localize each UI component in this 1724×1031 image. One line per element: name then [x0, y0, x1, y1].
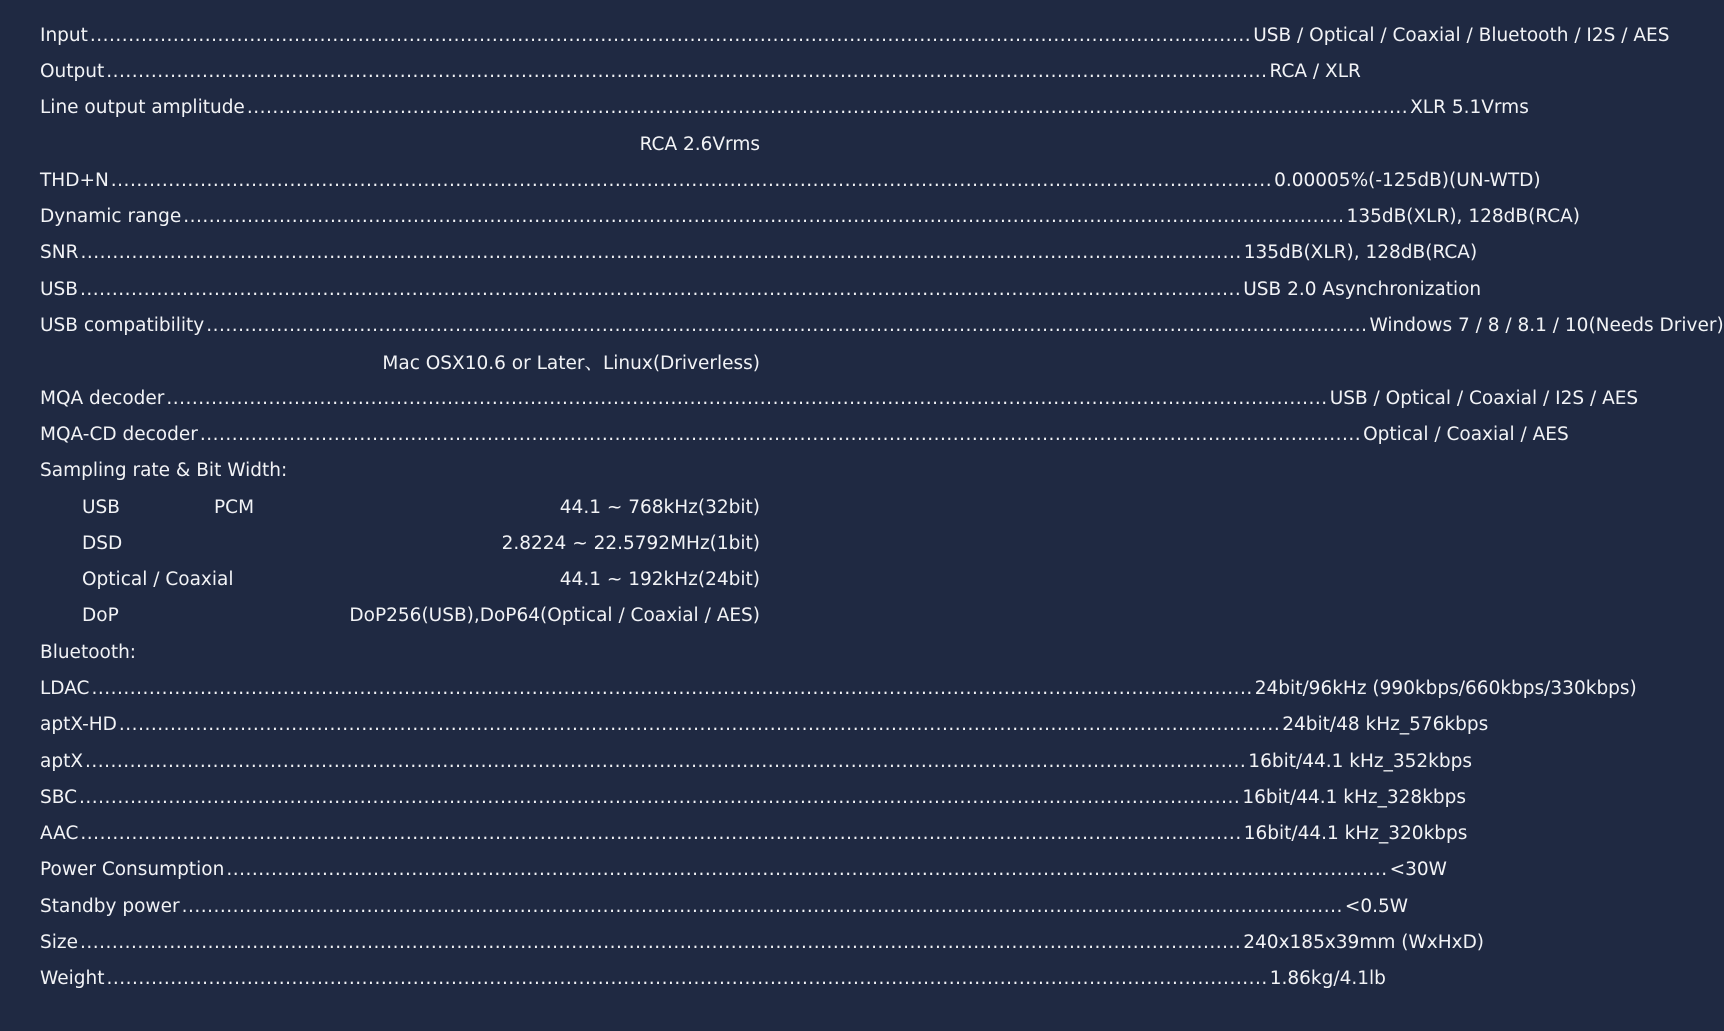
- sampling-value: 44.1 ~ 192kHz(24bit): [559, 569, 760, 591]
- dot-leader: ......................................................................................................................................................................................: [206, 315, 1368, 337]
- spec-label: Output: [40, 60, 105, 82]
- spec-row-output: [40, 53, 1361, 89]
- spec-value: RCA / XLR: [1269, 60, 1361, 82]
- spec-label: THD+N: [40, 169, 109, 191]
- sampling-source: DoP: [82, 605, 119, 627]
- spec-value: XLR 5.1Vrms: [1410, 97, 1529, 119]
- spec-value: 0.00005%(-125dB)(UN-WTD): [1274, 169, 1541, 191]
- spec-label: Standby power: [40, 895, 180, 917]
- spec-label: SBC: [40, 786, 78, 808]
- dot-leader: ......................................................................................................................................................................................: [246, 97, 1409, 119]
- spec-label: USB: [40, 278, 78, 300]
- spec-value: USB / Optical / Coaxial / Bluetooth / I2S / AES: [1253, 24, 1670, 46]
- spec-row-weight: [40, 961, 1386, 997]
- sampling-value: DoP256(USB),DoP64(Optical / Coaxial / AES): [349, 605, 760, 627]
- sampling-row-optical-coaxial: [40, 561, 760, 597]
- sampling-row-dop: [40, 598, 760, 634]
- sampling-source: USB: [82, 496, 120, 518]
- dot-leader: ......................................................................................................................................................................................: [80, 823, 1242, 845]
- spec-label: MQA-CD decoder: [40, 423, 198, 445]
- dot-leader: ......................................................................................................................................................................................: [199, 423, 1362, 445]
- spec-value: <30W: [1389, 859, 1447, 881]
- sampling-value: 2.8224 ~ 22.5792MHz(1bit): [501, 532, 760, 554]
- spec-label: Line output amplitude: [40, 97, 245, 119]
- spec-value: 16bit/44.1 kHz_320kbps: [1243, 823, 1468, 845]
- spec-label: aptX-HD: [40, 714, 117, 736]
- spec-label: Size: [40, 932, 78, 954]
- spec-label: Dynamic range: [40, 206, 182, 228]
- spec-label: Weight: [40, 968, 105, 990]
- spec-row-continuation: [40, 126, 760, 162]
- spec-value: USB 2.0 Asynchronization: [1243, 278, 1482, 300]
- spec-value: USB / Optical / Coaxial / I2S / AES: [1329, 387, 1639, 409]
- dot-leader: ......................................................................................................................................................................................: [79, 932, 1242, 954]
- spec-row-mqa-cd-decoder: [40, 416, 1569, 452]
- dot-leader: ......................................................................................................................................................................................: [85, 750, 1247, 772]
- section-heading-sampling: [40, 453, 760, 489]
- dot-leader: ......................................................................................................................................................................................: [79, 786, 1241, 808]
- dot-leader: ......................................................................................................................................................................................: [183, 206, 1345, 228]
- spec-label: AAC: [40, 823, 79, 845]
- spec-row-usb-compatibility: [40, 307, 1724, 343]
- section-heading: Bluetooth:: [40, 641, 137, 663]
- spec-value: 240x185x39mm (WxHxD): [1243, 932, 1485, 954]
- spec-value: Optical / Coaxial / AES: [1363, 423, 1569, 445]
- spec-label: SNR: [40, 242, 79, 264]
- spec-value: 24bit/96kHz (990kbps/660kbps/330kbps): [1254, 677, 1637, 699]
- spec-row-continuation: [40, 344, 760, 380]
- spec-value: 24bit/48 kHz_576kbps: [1282, 714, 1489, 736]
- dot-leader: ......................................................................................................................................................................................: [226, 859, 1388, 881]
- spec-row-input: [40, 17, 1670, 53]
- dot-leader: ......................................................................................................................................................................................: [106, 60, 1268, 82]
- sampling-value: 44.1 ~ 768kHz(32bit): [559, 496, 760, 518]
- dot-leader: ......................................................................................................................................................................................: [91, 677, 1253, 699]
- section-heading-bluetooth: [40, 634, 760, 670]
- spec-value: 1.86kg/4.1lb: [1269, 968, 1386, 990]
- spec-label: MQA decoder: [40, 387, 165, 409]
- spec-value-continued: RCA 2.6Vrms: [639, 133, 760, 155]
- spec-label: Power Consumption: [40, 859, 225, 881]
- spec-value: 135dB(XLR), 128dB(RCA): [1243, 242, 1478, 264]
- dot-leader: ......................................................................................................................................................................................: [110, 169, 1273, 191]
- spec-value: 16bit/44.1 kHz_328kbps: [1242, 786, 1467, 808]
- spec-row-size: [40, 924, 1485, 960]
- spec-value: <0.5W: [1344, 895, 1409, 917]
- dot-leader: ......................................................................................................................................................................................: [166, 387, 1328, 409]
- sampling-format: PCM: [214, 496, 255, 518]
- spec-row-aptx: [40, 743, 1473, 779]
- sampling-source: DSD: [82, 532, 123, 554]
- spec-sheet: [40, 17, 1724, 997]
- spec-value: Windows 7 / 8 / 8.1 / 10(Needs Driver): [1369, 315, 1724, 337]
- section-heading: Sampling rate & Bit Width:: [40, 460, 288, 482]
- dot-leader: ......................................................................................................................................................................................: [106, 968, 1268, 990]
- spec-row-standby-power: [40, 888, 1409, 924]
- sampling-row-dsd: [40, 525, 760, 561]
- dot-leader: ......................................................................................................................................................................................: [118, 714, 1281, 736]
- dot-leader: ......................................................................................................................................................................................: [181, 895, 1343, 917]
- spec-row-ldac: [40, 670, 1637, 706]
- spec-label: Input: [40, 24, 88, 46]
- spec-row-usb: [40, 271, 1482, 307]
- spec-row-line-output-amplitude: [40, 90, 1529, 126]
- spec-label: USB compatibility: [40, 315, 205, 337]
- spec-row-mqa-decoder: [40, 380, 1639, 416]
- spec-row-dynamic-range: [40, 198, 1581, 234]
- spec-value: 135dB(XLR), 128dB(RCA): [1346, 206, 1581, 228]
- spec-label: LDAC: [40, 677, 90, 699]
- dot-leader: ......................................................................................................................................................................................: [80, 242, 1242, 264]
- spec-value-continued: Mac OSX10.6 or Later、Linux(Driverless): [382, 352, 760, 374]
- spec-row-sbc: [40, 779, 1467, 815]
- spec-row-aptx-hd: [40, 707, 1489, 743]
- spec-row-power-consumption: [40, 852, 1447, 888]
- dot-leader: ......................................................................................................................................................................................: [79, 278, 1242, 300]
- sampling-row-usb: [40, 489, 760, 525]
- spec-row-snr: [40, 235, 1478, 271]
- spec-value: 16bit/44.1 kHz_352kbps: [1248, 750, 1473, 772]
- spec-label: aptX: [40, 750, 84, 772]
- spec-row-aac: [40, 816, 1468, 852]
- spec-row-thd-n: [40, 162, 1541, 198]
- sampling-source: Optical / Coaxial: [82, 569, 234, 591]
- dot-leader: ......................................................................................................................................................................................: [89, 24, 1252, 46]
